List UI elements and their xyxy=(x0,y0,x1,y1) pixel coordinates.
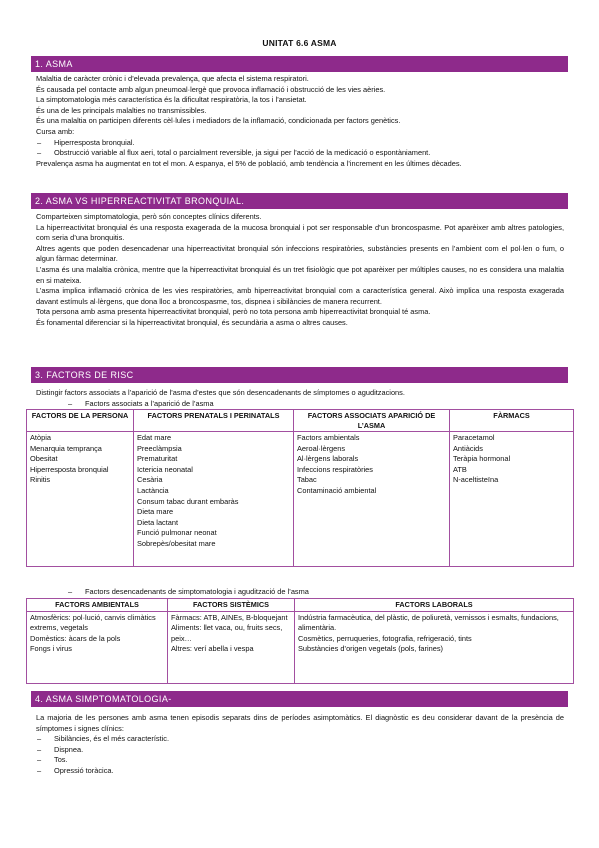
table-cell xyxy=(134,432,294,567)
section-hiperreactivitat-body xyxy=(36,212,564,329)
cell-item: Antiàcids xyxy=(453,443,483,453)
table-header-row xyxy=(27,410,574,432)
table-cell xyxy=(27,611,168,683)
bullet-item: – Tos. xyxy=(36,755,564,766)
cell-item: Fongs i virus xyxy=(30,644,72,654)
paragraph: Cursa amb: xyxy=(36,126,75,136)
paragraph: Comparteixen simptomatologia, però són conceptes clínics diferents. xyxy=(36,212,262,221)
table-header-cell: FÀRMACS xyxy=(450,410,574,432)
cell-item: Contaminació ambiental xyxy=(297,485,377,495)
table-header-cell: FACTORS SISTÈMICS xyxy=(168,599,295,612)
paragraph: Altres agents que poden desencadenar una hiperreactivitat bronquial són infeccions respiratòries, substàncies presents en l’ambient com el pol·len o fum, o algun fàrmac determinar. xyxy=(36,243,564,264)
paragraph: La simptomatologia més característica és la dificultat respiratòria, la tos i l’ansietat. xyxy=(36,95,307,105)
cell-item: Atmosfèrics: pol·lució, canvis climàtics extrems, vegetals xyxy=(30,612,156,633)
cell-item: Infeccions respiratòries xyxy=(297,464,373,474)
bullet-item: – Dispnea. xyxy=(36,745,564,756)
subsection-label: – Factors associats a l’aparició de l’asma xyxy=(85,399,214,409)
cell-item: Dieta mare xyxy=(137,507,174,517)
table-header-cell: FACTORS ASSOCIATS APARICIÓ DE L’ASMA xyxy=(294,410,450,432)
section-heading-simptomatologia: 4. ASMA SIMPTOMATOLOGIA- xyxy=(31,691,568,707)
section-heading-asma-vs-hiperreactivitat: 2. ASMA VS HIPERREACTIVITAT BRONQUIAL. xyxy=(31,193,568,209)
cell-item: Substàncies d’origen vegetals (pols, farines) xyxy=(298,644,444,654)
cell-item: Cesària xyxy=(137,475,163,485)
cell-item: N-aceltisteïna xyxy=(453,475,499,485)
cell-item: Paracetamol xyxy=(453,433,495,442)
paragraph: L’asma implica inflamació crònica de les vies respiratòries, amb hiperreactivitat bronquial com a característica general. Això implica una resposta exagerada davant estímuls al·lèrgens, que dona lloc a broncospasme, tos, dispnea i sibilàncies de manera recurrent. xyxy=(36,286,564,306)
table-header-cell: FACTORS DE LA PERSONA xyxy=(27,410,134,432)
cell-item: Ictericia neonatal xyxy=(137,464,193,474)
bullet-item: – Hiperresposta bronquial. xyxy=(36,138,564,149)
cell-item: Prematuritat xyxy=(137,454,178,464)
table-factors-aparicio xyxy=(26,409,574,567)
table-factors-desencadenants xyxy=(26,598,574,684)
subsection-label: – Factors desencadenants de simptomatologia i agudització de l’asma xyxy=(85,587,309,597)
bullet-item: – Opressió toràcica. xyxy=(36,766,564,777)
factors-intro xyxy=(36,388,564,399)
cell-item: Al·lèrgens laborals xyxy=(297,454,359,464)
table-header-cell: FACTORS PRENATALS I PERINATALS xyxy=(134,410,294,432)
paragraph: La majoria de les persones amb asma tenen episodis separats dins de períodes asimptomàtics. El diagnòstic es deu considerar davant de la presència de símptomes i signes clínics: xyxy=(36,713,564,733)
bullet-item: – Obstrucció variable al flux aeri, total o parcialment reversible, ja sigui per l’acció de la medicació o espontàniament. xyxy=(36,148,564,159)
cell-item: Rinitis xyxy=(30,475,51,485)
section-heading-asma: 1. ASMA xyxy=(31,56,568,72)
section-asma-body xyxy=(36,74,564,169)
paragraph: És una malaltia on participen diferents cèl·lules i mediadors de la inflamació, condicionada per factors genètics. xyxy=(36,116,401,126)
paragraph: Tota persona amb asma presenta hiperreactivitat bronquial, però no tota persona amb hiperreactivitat bronquial té asma. xyxy=(36,307,431,317)
table-cell xyxy=(168,611,295,683)
cell-item: Sobrepès/obesitat mare xyxy=(137,538,216,548)
paragraph: Prevalença asma ha augmentat en tot el mon. A espanya, el 5% de població, amb tendència a l’increment en les últimes dècades. xyxy=(36,158,462,168)
paragraph: És fonamental diferenciar si la hiperreactivitat bronquial, és secundària a asma o altres causes. xyxy=(36,317,348,327)
cell-item: Edat mare xyxy=(137,433,172,442)
table-row xyxy=(27,611,574,683)
cell-item: Altres: verí abella i vespa xyxy=(171,644,254,654)
cell-item: ATB xyxy=(453,464,467,474)
cell-item: Aeroal·lèrgens xyxy=(297,443,346,453)
table-header-cell: FACTORS AMBIENTALS xyxy=(27,599,168,612)
table-header-cell: FACTORS LABORALS xyxy=(295,599,574,612)
paragraph: L’asma és una malaltia crònica, mentre que la hiperreactivitat bronquial és un tret fisiològic que pot aparèixer per múltiples causes, no es considera una malaltia en si mateixa. xyxy=(36,264,564,285)
table-cell xyxy=(294,432,450,567)
paragraph: Distingir factors associats a l’aparició de l’asma d’estes que són desencadenants de símptomes o aguditzacions. xyxy=(36,388,405,397)
cell-item: Funció pulmonar neonat xyxy=(137,528,217,538)
cell-item: Cosmètics, perruqueries, fotografia, refrigeració, tints xyxy=(298,633,472,643)
cell-item: Tabac xyxy=(297,475,317,485)
cell-item: Fàrmacs: ATB, AINEs, B-bloquejant xyxy=(171,612,288,622)
paragraph: La hiperreactivitat bronquial és una resposta exagerada de la mucosa bronquial i pot ser responsable d’un broncospasme. Pot aparèixer amb altres patologies, com seria d’una bronquitis. xyxy=(36,222,564,243)
cell-item: Lactància xyxy=(137,485,169,495)
table-cell xyxy=(295,611,574,683)
cell-item: Menarquia temprança xyxy=(30,443,102,453)
cell-item: Preeclàmpsia xyxy=(137,443,182,453)
table-row xyxy=(27,432,574,567)
cell-item: Factors ambientals xyxy=(297,433,360,442)
document-title: UNITAT 6.6 ASMA xyxy=(262,38,337,48)
cell-item: Dieta lactant xyxy=(137,517,179,527)
cell-item: Hiperresposta bronquial xyxy=(30,464,109,474)
cell-item: Consum tabac durant embaràs xyxy=(137,496,239,506)
cell-item: Atòpia xyxy=(30,433,51,442)
cell-item: Aliments: llet vaca, ou, fruits secs, peix… xyxy=(171,623,283,643)
paragraph: És causada pel contacte amb algun pneumoal·lergè que provoca inflamació i obstrucció de les vies aèries. xyxy=(36,84,386,94)
bullet-item: – Sibilàncies, és el més característic. xyxy=(36,734,564,745)
paragraph: És una de les principals malalties no transmissibles. xyxy=(36,105,207,115)
table-cell xyxy=(27,432,134,567)
section-heading-factors-de-risc: 3. FACTORS DE RISC xyxy=(31,367,568,383)
table-cell xyxy=(450,432,574,567)
section-simptomatologia-body xyxy=(36,713,564,777)
cell-item: Teràpia hormonal xyxy=(453,454,511,464)
cell-item: Domèstics: àcars de la pols xyxy=(30,633,121,643)
table-header-row xyxy=(27,599,574,612)
cell-item: Obesitat xyxy=(30,454,58,464)
cell-item: Indústria farmacèutica, del plàstic, de poliuretà, vernissos i esmalts, fundacions, alimentària. xyxy=(298,612,559,633)
paragraph: Malaltia de caràcter crònic i d’elevada prevalença, que afecta el sistema respiratori. xyxy=(36,74,309,83)
